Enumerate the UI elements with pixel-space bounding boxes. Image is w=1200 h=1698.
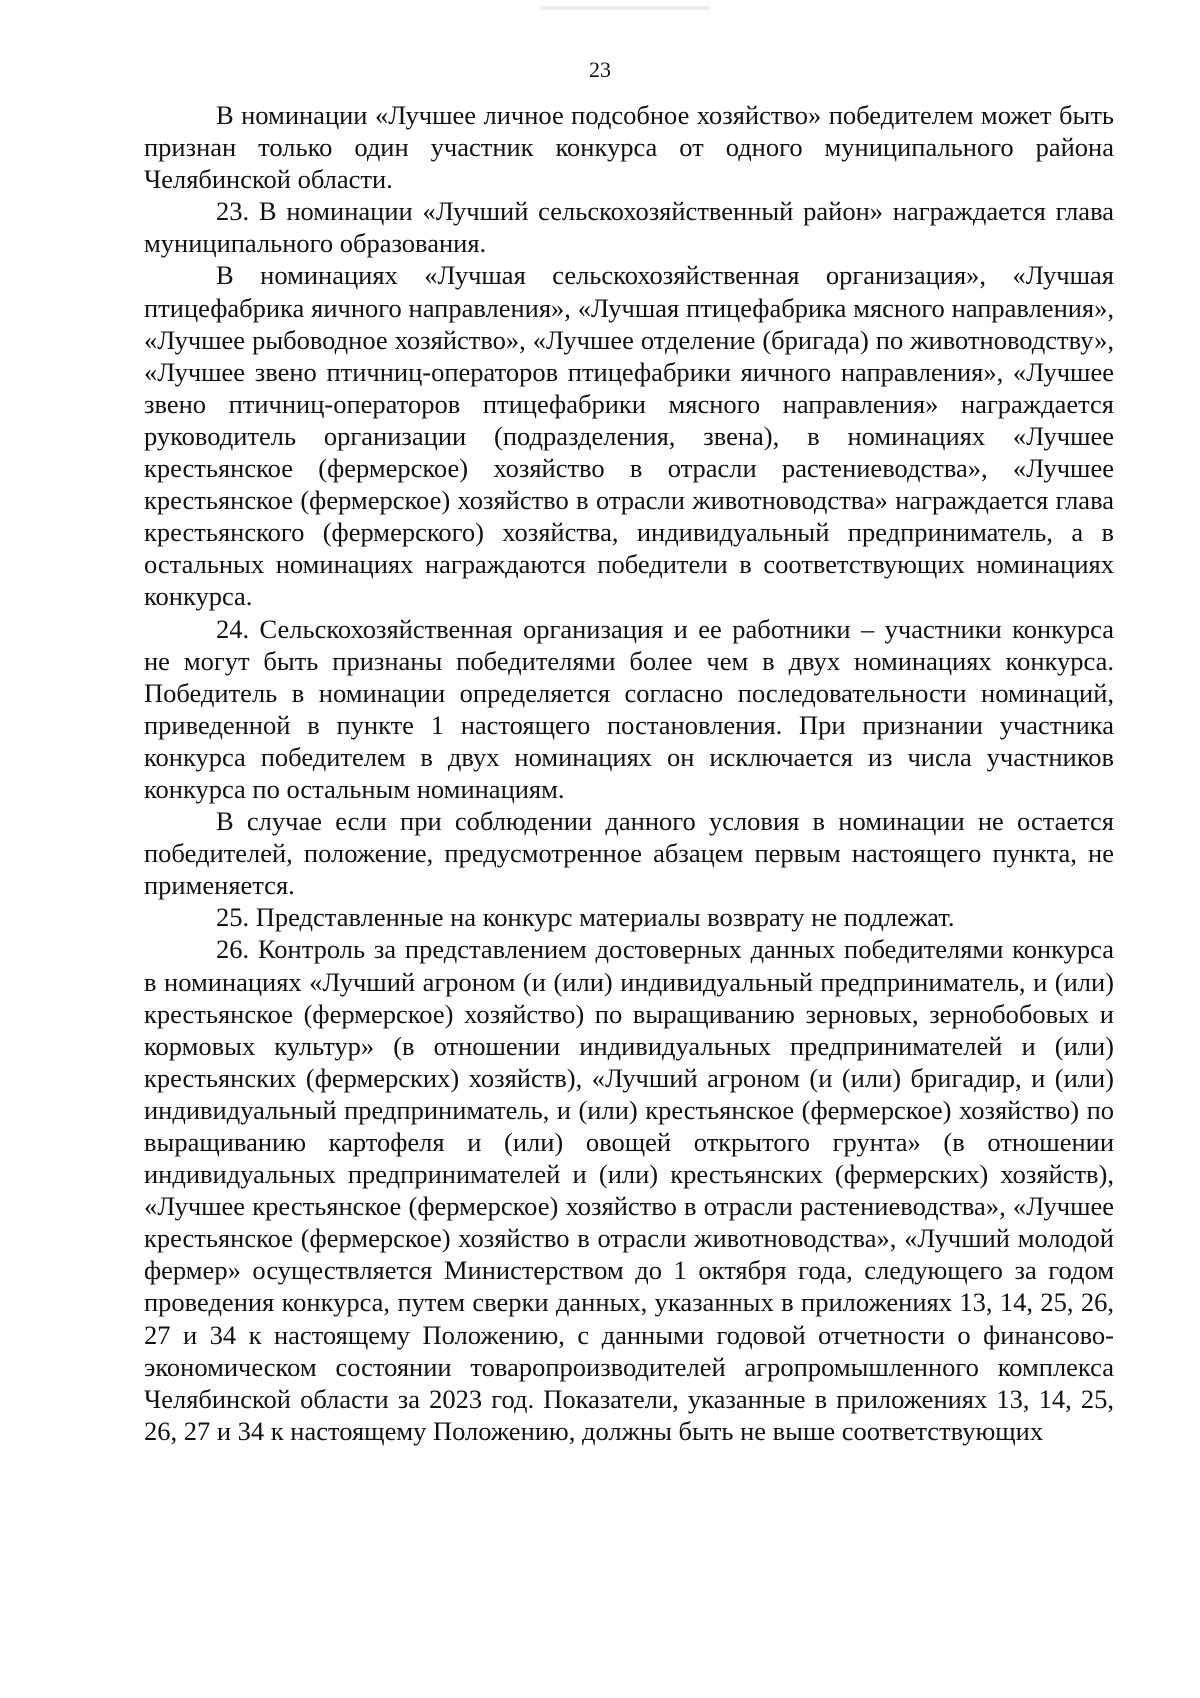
paragraph-best-private-farm: В номинации «Лучшее личное подсобное хозяйство» победителем может быть признан только один участник конкурса от одного муниципального района Челябинской области. [144, 100, 1114, 195]
paragraph-24: 24. Сельскохозяйственная организация и ее работники – участники конкурса не могут быть признаны победителями более чем в двух номинациях конкурса. Победитель в номинации определяется согласно последовательности номинаций, приведенной в пункте 1 настоящего постановления. При признании участника конкурса победителем в двух номинациях он исключается из числа участников конкурса по остальным номинациям. [144, 613, 1114, 804]
paragraph-award-recipients: В номинациях «Лучшая сельскохозяйственная организация», «Лучшая птицефабрика яичного направления», «Лучшая птицефабрика мясного направления», «Лучшее рыбоводное хозяйство», «Лучшее отделение (бригада) по животноводству», «Лучшее звено птичниц-операторов птицефабрики яичного направления», «Лучшее звено птичниц-операторов птицефабрики мясного направления» награждается руководитель организации (подразделения, звена), в номинациях «Лучшее крестьянское (фермерское) хозяйство в отрасли растениеводства», «Лучшее крестьянское (фермерское) хозяйство в отрасли животноводства» награждается глава крестьянского (фермерского) хозяйства, индивидуальный предприниматель, а в остальных номинациях награждаются победители в соответствующих номинациях конкурса. [144, 260, 1114, 612]
paragraph-25: 25. Представленные на конкурс материалы возврату не подлежат. [216, 902, 955, 933]
scan-artifact [540, 6, 710, 10]
paragraph-no-winners-exception: В случае если при соблюдении данного условия в номинации не остается победителей, положение, предусмотренное абзацем первым настоящего пункта, не применяется. [144, 806, 1114, 901]
paragraph-26: 26. Контроль за представлением достоверных данных победителями конкурса в номинациях «Лучший агроном (и (или) индивидуальный предприниматель, и (или) крестьянское (фермерское) хозяйство) по выращиванию зерновых, зернобобовых и кормовых культур» (в отношении индивидуальных предпринимателей и (или) крестьянских (фермерских) хозяйств), «Лучший агроном (и (или) бригадир, и (или) индивидуальный предприниматель, и (или) крестьянское (фермерское) хозяйство) по выращиванию картофеля и (или) овощей открытого грунта» (в отношении индивидуальных предпринимателей и (или) крестьянских (фермерских) хозяйств), «Лучшее крестьянское (фермерское) хозяйство в отрасли растениеводства», «Лучшее крестьянское (фермерское) хозяйство в отрасли животноводства», «Лучший молодой фермер» осуществляется Министерством до 1 октября года, следующего за годом проведения конкурса, путем сверки данных, указанных в приложениях 13, 14, 25, 26, 27 и 34 к настоящему Положению, с данными годовой отчетности о финансово-экономическом состоянии товаропроизводителей агропромышленного комплекса Челябинской области за 2023 год. Показатели, указанные в приложениях 13, 14, 25, 26, 27 и 34 к настоящему Положению, должны быть не выше соответствующих [144, 934, 1114, 1446]
page-number: 23 [589, 57, 611, 82]
paragraph-23: 23. В номинации «Лучший сельскохозяйственный район» награждается глава муниципального образования. [144, 196, 1114, 259]
document-body [144, 99, 1114, 1447]
